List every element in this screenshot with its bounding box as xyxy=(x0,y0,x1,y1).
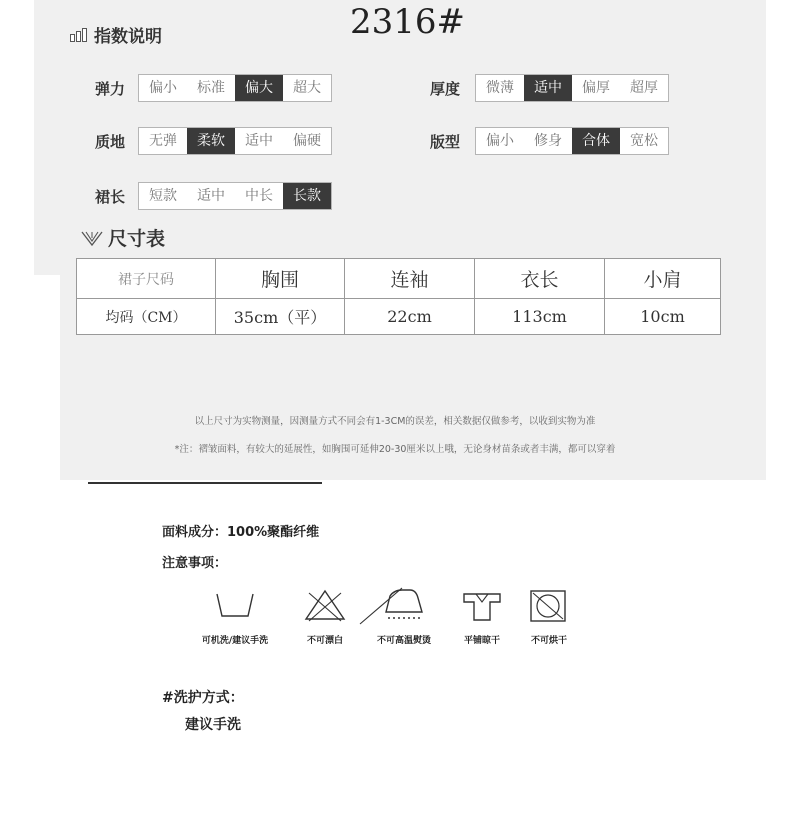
row-label-thickness: 厚度 xyxy=(430,80,461,98)
options-length xyxy=(138,182,332,210)
table-cell: 10cm xyxy=(605,299,721,335)
option: 短款 xyxy=(149,188,177,204)
care-label: 不可高温熨烫 xyxy=(376,636,431,646)
option: 偏小 xyxy=(149,80,177,96)
wash-method-value: 建议手洗 xyxy=(185,717,241,733)
no-bleach-icon xyxy=(303,588,347,622)
care-label: 平铺晾干 xyxy=(463,636,500,646)
section-divider xyxy=(88,482,322,484)
row-label-length: 裙长 xyxy=(95,188,126,206)
options-fit xyxy=(475,127,669,155)
index-title xyxy=(70,22,162,47)
table-row xyxy=(77,299,721,335)
option: 无弹 xyxy=(149,133,177,149)
table-cell: 22cm xyxy=(345,299,475,335)
table-header-cell: 衣长 xyxy=(475,259,605,299)
option: 偏小 xyxy=(486,133,514,149)
table-cell: 35cm（平） xyxy=(216,299,345,335)
row-label-elasticity: 弹力 xyxy=(95,80,126,98)
row-label-fit: 版型 xyxy=(430,133,461,151)
wash-tub-icon xyxy=(213,590,257,620)
care-label: 可机洗/建议手洗 xyxy=(201,636,269,646)
option: 宽松 xyxy=(630,133,658,149)
fabric-composition: 面料成分：100%聚酯纤维 xyxy=(162,525,320,540)
table-header-cell: 裙子尺码 xyxy=(77,259,216,299)
option-selected: 偏大 xyxy=(235,75,283,101)
option-selected: 合体 xyxy=(572,128,620,154)
options-elasticity xyxy=(138,74,332,102)
bar-chart-icon xyxy=(70,27,88,47)
no-tumble-dry-icon xyxy=(528,588,568,624)
care-label: 不可漂白 xyxy=(306,636,343,646)
table-header-cell: 小肩 xyxy=(605,259,721,299)
info-panel xyxy=(60,0,766,480)
option-selected: 柔软 xyxy=(187,128,235,154)
option: 超厚 xyxy=(630,80,658,96)
options-thickness xyxy=(475,74,669,102)
dry-flat-icon xyxy=(460,590,504,624)
care-title: 注意事项： xyxy=(162,556,228,571)
table-cell: 均码（CM） xyxy=(77,299,216,335)
option-selected: 适中 xyxy=(524,75,572,101)
option: 超大 xyxy=(293,80,321,96)
option-selected: 长款 xyxy=(283,183,331,209)
stretch-note: *注：褶皱面料，有较大的延展性，如胸围可延伸20-30厘米以上哦，无论身材苗条或者丰满，都可以穿着 xyxy=(174,444,616,455)
model-number: 2316# xyxy=(350,2,466,42)
option: 适中 xyxy=(245,133,273,149)
no-iron-icon xyxy=(358,586,430,626)
wash-method-title: #洗护方式： xyxy=(162,690,244,706)
table-cell: 113cm xyxy=(475,299,605,335)
option: 偏硬 xyxy=(293,133,321,149)
row-label-texture: 质地 xyxy=(95,133,126,151)
option: 偏厚 xyxy=(582,80,610,96)
size-table-title-text: 尺寸表 xyxy=(108,228,166,250)
size-table xyxy=(76,258,721,335)
measurement-note: 以上尺寸为实物测量，因测量方式不同会有1-3CM的误差，相关数据仅做参考，以收到实物为准 xyxy=(194,416,596,427)
option: 微薄 xyxy=(486,80,514,96)
diamond-icon xyxy=(80,229,104,247)
option: 适中 xyxy=(197,188,225,204)
table-header-row xyxy=(77,259,721,299)
option: 修身 xyxy=(534,133,562,149)
table-header-cell: 连袖 xyxy=(345,259,475,299)
option: 标准 xyxy=(197,80,225,96)
care-label: 不可烘干 xyxy=(530,636,567,646)
size-table-title xyxy=(80,224,165,251)
table-header-cell: 胸围 xyxy=(216,259,345,299)
option: 中长 xyxy=(245,188,273,204)
index-title-text: 指数说明 xyxy=(94,27,162,47)
options-texture xyxy=(138,127,332,155)
